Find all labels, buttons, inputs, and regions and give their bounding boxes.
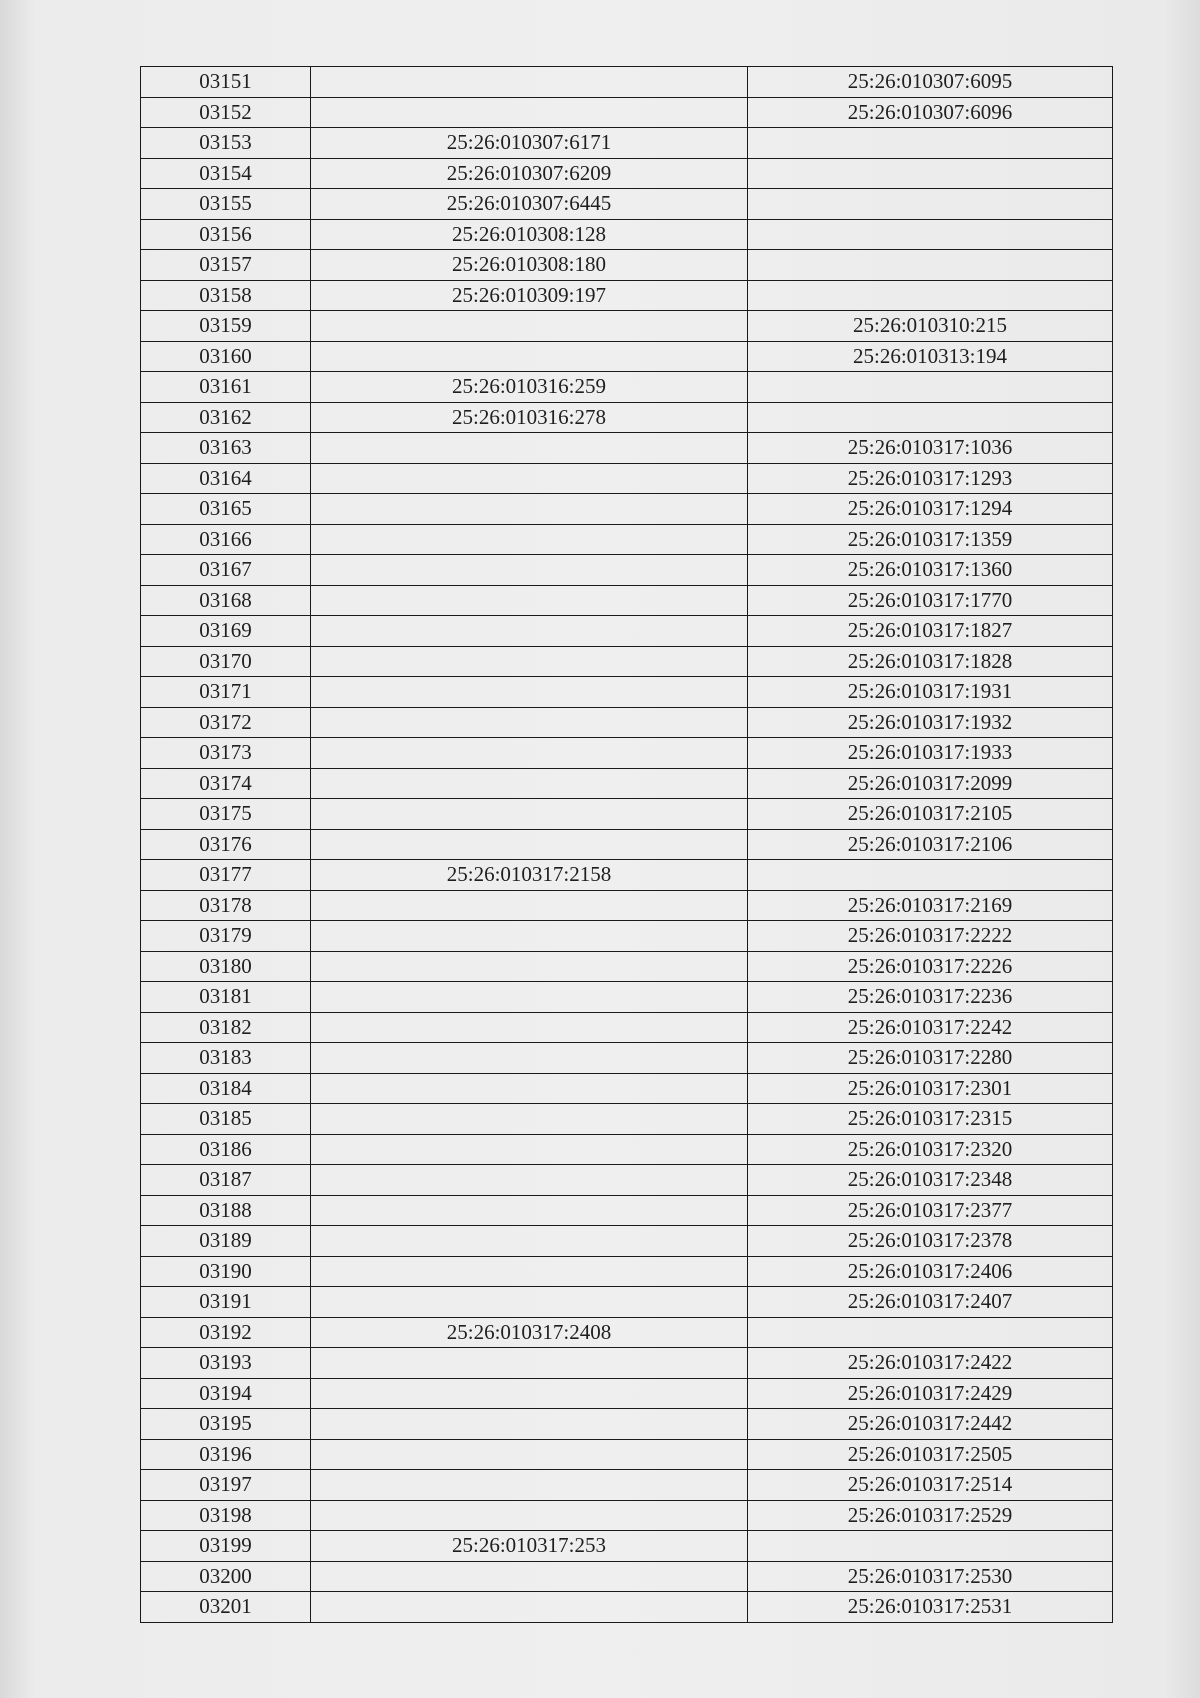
cadastral-number-cell-column-2 [311,1256,748,1287]
cadastral-number-cell-column-2 [311,524,748,555]
row-number-cell: 03199 [141,1531,311,1562]
cadastral-number-cell-column-2 [311,1348,748,1379]
cadastral-number-cell-column-2 [311,1470,748,1501]
row-number-cell: 03162 [141,402,311,433]
cadastral-number-cell-column-3 [748,860,1113,891]
row-number-cell: 03195 [141,1409,311,1440]
cadastral-number-cell-column-2: 25:26:010316:278 [311,402,748,433]
row-number-cell: 03181 [141,982,311,1013]
row-number-cell: 03191 [141,1287,311,1318]
cadastral-number-cell-column-3: 25:26:010317:1359 [748,524,1113,555]
cadastral-number-cell-column-2 [311,829,748,860]
row-number-cell: 03179 [141,921,311,952]
cadastral-number-cell-column-2: 25:26:010317:253 [311,1531,748,1562]
table-row [141,1317,1113,1348]
cadastral-number-cell-column-2 [311,1561,748,1592]
cadastral-number-cell-column-3: 25:26:010317:2505 [748,1439,1113,1470]
cadastral-number-cell-column-2 [311,1134,748,1165]
row-number-cell: 03155 [141,189,311,220]
row-number-cell: 03187 [141,1165,311,1196]
table-row [141,1226,1113,1257]
row-number-cell: 03192 [141,1317,311,1348]
cadastral-number-cell-column-2 [311,768,748,799]
table-row [141,128,1113,159]
table-row [141,1592,1113,1623]
cadastral-number-cell-column-2 [311,311,748,342]
table-row [141,1073,1113,1104]
table-row [141,1531,1113,1562]
cadastral-number-cell-column-2 [311,982,748,1013]
cadastral-number-cell-column-3 [748,189,1113,220]
table-row [141,402,1113,433]
cadastral-number-cell-column-2 [311,97,748,128]
table-row [141,372,1113,403]
row-number-cell: 03169 [141,616,311,647]
cadastral-number-cell-column-2 [311,433,748,464]
row-number-cell: 03154 [141,158,311,189]
cadastral-number-cell-column-3: 25:26:010317:2222 [748,921,1113,952]
cadastral-number-cell-column-2 [311,1409,748,1440]
table-row [141,189,1113,220]
cadastral-number-cell-column-3: 25:26:010317:1770 [748,585,1113,616]
table-row [141,1348,1113,1379]
cadastral-number-cell-column-2 [311,463,748,494]
row-number-cell: 03183 [141,1043,311,1074]
cadastral-number-cell-column-2 [311,738,748,769]
table-row [141,219,1113,250]
cadastral-number-cell-column-3: 25:26:010317:2226 [748,951,1113,982]
row-number-cell: 03182 [141,1012,311,1043]
cadastral-number-cell-column-3: 25:26:010317:1294 [748,494,1113,525]
row-number-cell: 03158 [141,280,311,311]
cadastral-number-cell-column-3: 25:26:010317:2422 [748,1348,1113,1379]
cadastral-number-cell-column-2 [311,555,748,586]
cadastral-number-cell-column-3: 25:26:010310:215 [748,311,1113,342]
table-row [141,1256,1113,1287]
table-row [141,707,1113,738]
cadastral-number-cell-column-3 [748,128,1113,159]
cadastral-number-cell-column-2 [311,890,748,921]
cadastral-number-cell-column-3: 25:26:010317:1932 [748,707,1113,738]
table-row [141,677,1113,708]
cadastral-number-cell-column-2 [311,799,748,830]
cadastral-number-cell-column-3: 25:26:010317:1933 [748,738,1113,769]
table-row [141,1104,1113,1135]
cadastral-number-cell-column-2 [311,1592,748,1623]
cadastral-number-cell-column-2 [311,1012,748,1043]
cadastral-number-cell-column-3: 25:26:010317:2280 [748,1043,1113,1074]
row-number-cell: 03161 [141,372,311,403]
table-row [141,158,1113,189]
row-number-cell: 03180 [141,951,311,982]
cadastral-number-cell-column-3: 25:26:010317:2320 [748,1134,1113,1165]
table-row [141,67,1113,98]
cadastral-number-cell-column-3 [748,1531,1113,1562]
cadastral-number-cell-column-3 [748,219,1113,250]
row-number-cell: 03194 [141,1378,311,1409]
cadastral-number-cell-column-2: 25:26:010309:197 [311,280,748,311]
table-row [141,250,1113,281]
table-row [141,494,1113,525]
cadastral-number-cell-column-3: 25:26:010317:2105 [748,799,1113,830]
row-number-cell: 03177 [141,860,311,891]
row-number-cell: 03174 [141,768,311,799]
cadastral-number-cell-column-2 [311,585,748,616]
table-body [141,67,1113,1623]
table-row [141,1195,1113,1226]
cadastral-number-cell-column-2 [311,1043,748,1074]
row-number-cell: 03176 [141,829,311,860]
cadastral-number-cell-column-2: 25:26:010307:6171 [311,128,748,159]
table-row [141,951,1113,982]
cadastral-number-cell-column-2 [311,616,748,647]
cadastral-number-cell-column-2: 25:26:010317:2408 [311,1317,748,1348]
table-row [141,799,1113,830]
cadastral-number-cell-column-2: 25:26:010307:6209 [311,158,748,189]
row-number-cell: 03198 [141,1500,311,1531]
cadastral-number-cell-column-2 [311,677,748,708]
cadastral-number-cell-column-2 [311,1500,748,1531]
cadastral-number-cell-column-3: 25:26:010317:1827 [748,616,1113,647]
row-number-cell: 03166 [141,524,311,555]
table-row [141,1012,1113,1043]
table-row [141,1134,1113,1165]
cadastral-number-cell-column-3: 25:26:010307:6096 [748,97,1113,128]
cadastral-number-cell-column-2 [311,1073,748,1104]
cadastral-number-cell-column-3: 25:26:010317:1360 [748,555,1113,586]
cadastral-number-cell-column-3: 25:26:010317:1828 [748,646,1113,677]
table-row [141,738,1113,769]
table-row [141,890,1113,921]
cadastral-number-cell-column-3: 25:26:010317:2099 [748,768,1113,799]
cadastral-number-cell-column-3: 25:26:010307:6095 [748,67,1113,98]
cadastral-number-cell-column-2 [311,1226,748,1257]
table-row [141,555,1113,586]
cadastral-number-cell-column-2 [311,1439,748,1470]
table-row [141,463,1113,494]
table-row [141,1165,1113,1196]
cadastral-number-cell-column-3 [748,280,1113,311]
cadastral-number-table [140,66,1113,1623]
cadastral-number-cell-column-3: 25:26:010317:2348 [748,1165,1113,1196]
table-row [141,860,1113,891]
row-number-cell: 03172 [141,707,311,738]
table-row [141,311,1113,342]
row-number-cell: 03156 [141,219,311,250]
cadastral-number-cell-column-2 [311,1104,748,1135]
table-row [141,1409,1113,1440]
cadastral-number-cell-column-3: 25:26:010317:2236 [748,982,1113,1013]
table-row [141,982,1113,1013]
table-row [141,524,1113,555]
table-row [141,616,1113,647]
cadastral-number-cell-column-3 [748,1317,1113,1348]
row-number-cell: 03165 [141,494,311,525]
row-number-cell: 03189 [141,1226,311,1257]
cadastral-number-cell-column-3 [748,250,1113,281]
row-number-cell: 03157 [141,250,311,281]
row-number-cell: 03184 [141,1073,311,1104]
table-row [141,646,1113,677]
table-row [141,341,1113,372]
row-number-cell: 03168 [141,585,311,616]
row-number-cell: 03197 [141,1470,311,1501]
cadastral-number-cell-column-2: 25:26:010308:128 [311,219,748,250]
cadastral-number-cell-column-3: 25:26:010317:2514 [748,1470,1113,1501]
cadastral-number-cell-column-3: 25:26:010317:2529 [748,1500,1113,1531]
cadastral-number-cell-column-3: 25:26:010317:2106 [748,829,1113,860]
row-number-cell: 03164 [141,463,311,494]
cadastral-number-cell-column-3 [748,158,1113,189]
row-number-cell: 03159 [141,311,311,342]
table-row [141,921,1113,952]
row-number-cell: 03153 [141,128,311,159]
row-number-cell: 03193 [141,1348,311,1379]
row-number-cell: 03163 [141,433,311,464]
cadastral-number-cell-column-2 [311,707,748,738]
row-number-cell: 03170 [141,646,311,677]
cadastral-number-cell-column-3: 25:26:010317:1931 [748,677,1113,708]
cadastral-number-cell-column-3: 25:26:010317:2442 [748,1409,1113,1440]
cadastral-number-cell-column-2 [311,1287,748,1318]
cadastral-number-cell-column-3: 25:26:010317:2377 [748,1195,1113,1226]
cadastral-number-cell-column-3: 25:26:010317:2407 [748,1287,1113,1318]
cadastral-number-cell-column-2 [311,921,748,952]
cadastral-number-cell-column-2: 25:26:010308:180 [311,250,748,281]
table-row [141,1378,1113,1409]
cadastral-number-cell-column-3 [748,372,1113,403]
table-row [141,768,1113,799]
cadastral-number-cell-column-3: 25:26:010313:194 [748,341,1113,372]
cadastral-number-cell-column-2 [311,494,748,525]
cadastral-number-cell-column-3: 25:26:010317:2378 [748,1226,1113,1257]
cadastral-number-cell-column-3: 25:26:010317:2429 [748,1378,1113,1409]
row-number-cell: 03188 [141,1195,311,1226]
table-row [141,1287,1113,1318]
row-number-cell: 03186 [141,1134,311,1165]
table-row [141,1500,1113,1531]
table-row [141,433,1113,464]
row-number-cell: 03200 [141,1561,311,1592]
cadastral-number-cell-column-2 [311,1195,748,1226]
cadastral-number-cell-column-2 [311,646,748,677]
row-number-cell: 03167 [141,555,311,586]
cadastral-number-cell-column-2: 25:26:010316:259 [311,372,748,403]
cadastral-number-cell-column-2 [311,67,748,98]
row-number-cell: 03171 [141,677,311,708]
table-row [141,1470,1113,1501]
cadastral-number-cell-column-3: 25:26:010317:2169 [748,890,1113,921]
table-row [141,1043,1113,1074]
cadastral-number-cell-column-3: 25:26:010317:2242 [748,1012,1113,1043]
cadastral-number-cell-column-2 [311,1378,748,1409]
cadastral-number-cell-column-3: 25:26:010317:2531 [748,1592,1113,1623]
cadastral-number-cell-column-2: 25:26:010317:2158 [311,860,748,891]
table-row [141,829,1113,860]
cadastral-number-cell-column-3: 25:26:010317:2315 [748,1104,1113,1135]
cadastral-number-cell-column-2: 25:26:010307:6445 [311,189,748,220]
table-row [141,1561,1113,1592]
cadastral-number-cell-column-2 [311,1165,748,1196]
row-number-cell: 03151 [141,67,311,98]
cadastral-number-cell-column-2 [311,951,748,982]
row-number-cell: 03190 [141,1256,311,1287]
row-number-cell: 03175 [141,799,311,830]
cadastral-number-cell-column-3 [748,402,1113,433]
row-number-cell: 03173 [141,738,311,769]
row-number-cell: 03196 [141,1439,311,1470]
row-number-cell: 03178 [141,890,311,921]
cadastral-number-cell-column-3: 25:26:010317:1293 [748,463,1113,494]
cadastral-number-cell-column-2 [311,341,748,372]
cadastral-number-cell-column-3: 25:26:010317:2301 [748,1073,1113,1104]
row-number-cell: 03152 [141,97,311,128]
row-number-cell: 03160 [141,341,311,372]
table-row [141,97,1113,128]
cadastral-number-cell-column-3: 25:26:010317:2406 [748,1256,1113,1287]
table-row [141,585,1113,616]
row-number-cell: 03201 [141,1592,311,1623]
row-number-cell: 03185 [141,1104,311,1135]
table-row [141,1439,1113,1470]
cadastral-number-cell-column-3: 25:26:010317:1036 [748,433,1113,464]
cadastral-number-cell-column-3: 25:26:010317:2530 [748,1561,1113,1592]
table-row [141,280,1113,311]
